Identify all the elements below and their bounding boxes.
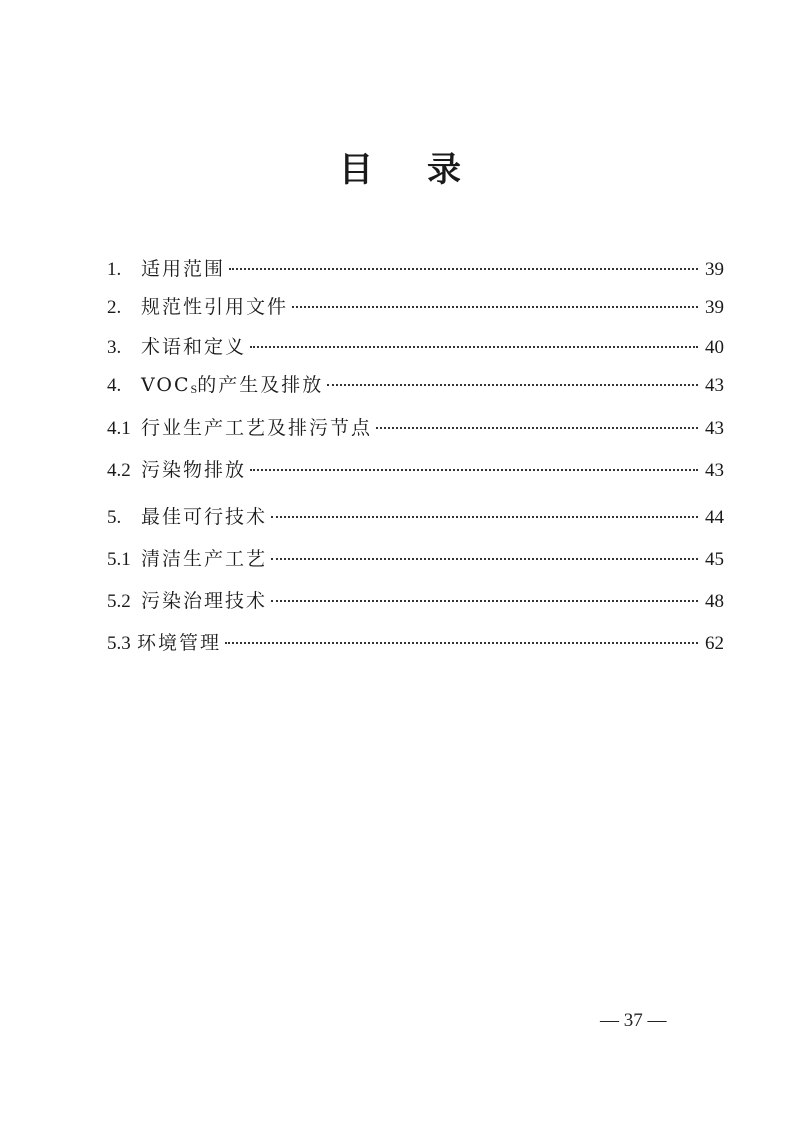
toc-leader-dots — [271, 599, 698, 602]
toc-entry[interactable] — [107, 292, 724, 322]
toc-entry-number: 1. — [107, 259, 122, 280]
toc-entry-number: 4. — [107, 375, 122, 396]
toc-entry-number: 3. — [107, 337, 122, 358]
voc-label: VOC — [141, 374, 191, 396]
toc-entry-page: 62 — [705, 633, 724, 654]
toc-leader-dots — [250, 468, 698, 471]
toc-entry[interactable] — [107, 413, 724, 443]
toc-entry-title: 环境管理 — [137, 632, 222, 654]
toc-entry-page: 39 — [705, 259, 724, 280]
toc-entry-title: 规范性引用文件 — [141, 296, 289, 318]
toc-entry-page: 39 — [705, 297, 724, 318]
toc-entry-page: 45 — [705, 549, 724, 570]
toc-entry[interactable] — [107, 628, 724, 658]
page-number: — 37 — — [600, 1010, 667, 1031]
title-char-1: 目 — [339, 150, 373, 190]
page-title — [0, 148, 800, 192]
toc-entry-number: 4.1 — [107, 418, 131, 439]
toc-entry-title: 最佳可行技术 — [141, 506, 268, 528]
toc-entry-title: 术语和定义 — [141, 336, 247, 358]
toc-entry-title: 行业生产工艺及排污节点 — [141, 417, 373, 439]
toc-entry-number: 5.3 — [107, 633, 131, 654]
toc-leader-dots — [250, 345, 698, 348]
toc-entry-title: 污染治理技术 — [141, 590, 268, 612]
toc-entry-page: 43 — [705, 460, 724, 481]
toc-entry-title-rest: 的产生及排放 — [197, 374, 324, 396]
toc-entry-number: 5.1 — [107, 549, 131, 570]
toc-entry-page: 48 — [705, 591, 724, 612]
toc-entry-number: 5.2 — [107, 591, 131, 612]
toc-entry[interactable] — [107, 455, 724, 485]
toc-leader-dots — [327, 383, 698, 386]
toc-entry[interactable] — [107, 502, 724, 532]
toc-leader-dots — [225, 641, 698, 644]
toc-leader-dots — [292, 305, 698, 308]
toc-entry[interactable] — [107, 544, 724, 574]
toc-entry-number: 2. — [107, 297, 122, 318]
toc-entry-page: 43 — [705, 375, 724, 396]
toc-leader-dots — [229, 267, 698, 270]
voc-subscript: S — [190, 382, 198, 396]
toc-leader-dots — [376, 426, 698, 429]
toc-entry-title: 污染物排放 — [141, 459, 247, 481]
toc-entry-page: 44 — [705, 507, 724, 528]
toc-entry[interactable] — [107, 332, 724, 362]
toc-entry[interactable] — [107, 586, 724, 616]
toc-entry[interactable] — [107, 254, 724, 284]
toc-entry-number: 4.2 — [107, 460, 131, 481]
toc-entry-title — [141, 370, 323, 402]
toc-entry-title: 清洁生产工艺 — [141, 548, 268, 570]
toc-entry-page: 40 — [705, 337, 724, 358]
toc-entry[interactable] — [107, 370, 724, 400]
toc-entry-number: 5. — [107, 507, 122, 528]
toc-leader-dots — [271, 515, 698, 518]
toc-leader-dots — [271, 557, 698, 560]
title-char-2: 录 — [427, 150, 461, 190]
toc-entry-page: 43 — [705, 418, 724, 439]
toc-entry-title: 适用范围 — [141, 258, 226, 280]
